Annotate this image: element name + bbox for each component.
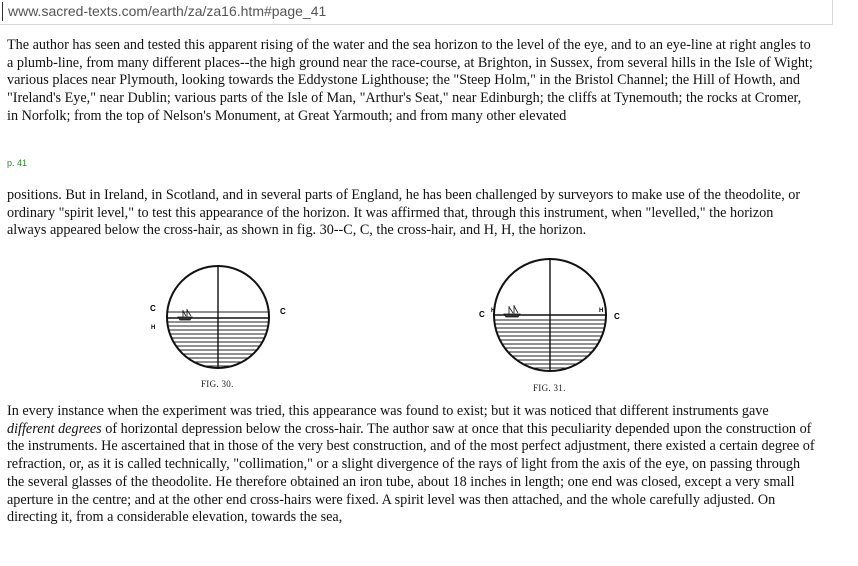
label-h-right: H	[599, 308, 604, 314]
page-number-link[interactable]: p. 41	[7, 158, 28, 168]
paragraph-3-text-start: In every instance when the experiment was tried, this appearance was found to exist; but it was noticed that different instruments gave	[7, 403, 769, 419]
label-c-right: C	[280, 307, 286, 316]
label-h-left: H	[151, 325, 156, 331]
paragraph-3-text-end: of horizontal depression below the cross-hair. The author saw at once that this peculiarity depended upon the construction of the instruments. He ascertained that in those of the very best construction, and of the most perfect adjustment, there existed a certain degree of refraction, or, as it is called technically, "collimation," or a slight divergence of the rays of light from the axis of the eye, on passing through the several glasses of the theodolite. He therefore obtained an iron tube, about 18 inches in length; one end was closed, except a very small aperture in the centre; and at the other end cross-hairs were fixed. A spirit level was then attached, and the whole carefully adjusted. On directing it, from a considerable elevation, towards the sea,	[7, 420, 815, 526]
label-c-left: C	[150, 304, 156, 313]
figure-31	[478, 250, 628, 394]
ship-icon	[504, 305, 520, 317]
figure-31-caption: FIG. 31.	[533, 383, 566, 393]
text-cursor	[2, 2, 3, 21]
paragraph-2: positions. But in Ireland, in Scotland, and in several parts of England, he has been challenged by surveyors to make use of the theodolite, or ordinary "spirit level," to test this appearance of the horizon. It was affirmed that, through this instrument, when "levelled," the horizon always appeared below the cross-hair, as shown in fig. 30--C, C, the cross-hair, and H, H, the horizon.	[7, 187, 801, 239]
paragraph-1: The author has seen and tested this apparent rising of the water and the sea horizon to the level of the eye, and to an eye-line at right angles to a plumb-line, from many different places--the high ground near the race-course, at Brighton, in Sussex, from several hills in the Isle of Wight; various places near Plymouth, looking towards the Eddystone Lighthouse; the "Steep Holm," in the Bristol Channel; the Hill of Howth, and "Ireland's Eye," near Dublin; various parts of the Isle of Man, "Arthur's Seat," near Edinburgh; the cliffs at Tynemouth; the rocks at Cromer, in Norfolk; from the top of Nelson's Monument, at Great Yarmouth; and from many other elevated	[7, 37, 813, 124]
figure-30	[148, 250, 288, 392]
figure-31-illustration	[478, 250, 628, 394]
label-c-right: C	[614, 312, 620, 321]
paragraph-3	[7, 403, 815, 527]
figure-30-illustration	[148, 250, 288, 392]
label-h-left: H	[491, 308, 496, 314]
url-text: www.sacred-texts.com/earth/za/za16.htm#page_41	[8, 3, 327, 19]
paragraph-3-emphasis: different degrees	[7, 420, 102, 437]
figure-30-caption: FIG. 30.	[201, 379, 234, 389]
label-c-left: C	[479, 310, 485, 319]
ship-icon	[178, 309, 192, 320]
address-bar[interactable]	[0, 0, 833, 25]
